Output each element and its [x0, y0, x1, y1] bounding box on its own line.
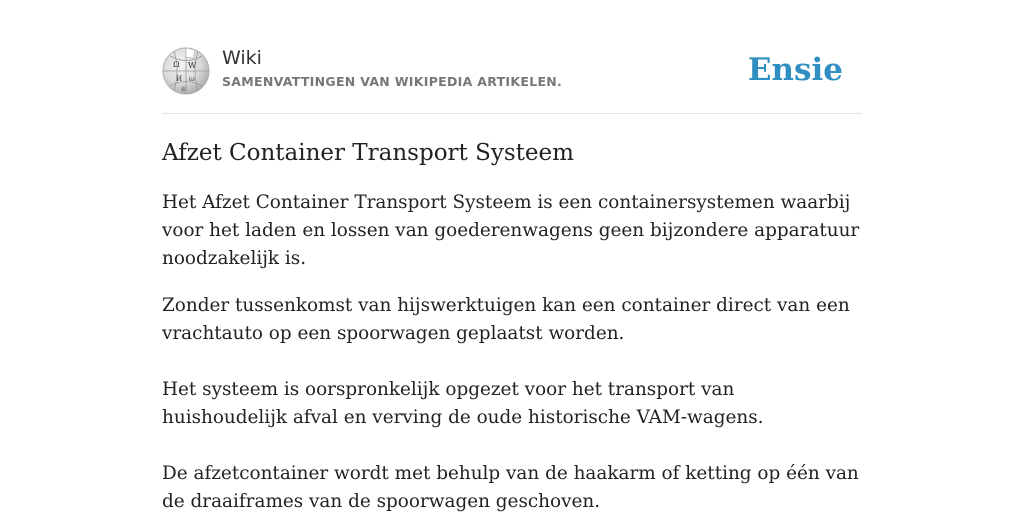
article-paragraph: Het systeem is oorspronkelijk opgezet voor het transport van huishoudelijk afval en verving de oude historische VAM-wagens. [162, 379, 764, 428]
svg-text:W: W [188, 61, 197, 70]
header-divider [162, 113, 862, 114]
svg-text:ω: ω [189, 75, 195, 83]
ensie-brand-link[interactable]: Ensie [747, 52, 843, 88]
site-name[interactable]: Wiki [222, 47, 262, 69]
svg-text:Ω: Ω [173, 60, 180, 69]
site-header [162, 46, 862, 96]
svg-text:維: 維 [181, 87, 187, 93]
svg-text:И: И [176, 75, 183, 83]
article-paragraph: De afzetcontainer wordt met behulp van de haakarm of ketting op één van de draaiframes van de spoorwagen geschoven. [162, 463, 859, 512]
site-tagline: SAMENVATTINGEN VAN WIKIPEDIA ARTIKELEN. [222, 74, 563, 89]
article-title: Afzet Container Transport Systeem [162, 140, 574, 166]
wikipedia-globe-icon[interactable] [162, 47, 210, 95]
article-body [162, 292, 862, 512]
article-intro: Het Afzet Container Transport Systeem is een containersystemen waarbij voor het laden en lossen van goederenwagens geen bijzondere apparatuur noodzakelijk is. [162, 192, 860, 269]
article-paragraph: Zonder tussenkomst van hijswerktuigen kan een container direct van een vrachtauto op een spoorwagen geplaatst worden. [162, 295, 850, 344]
article [162, 136, 862, 512]
